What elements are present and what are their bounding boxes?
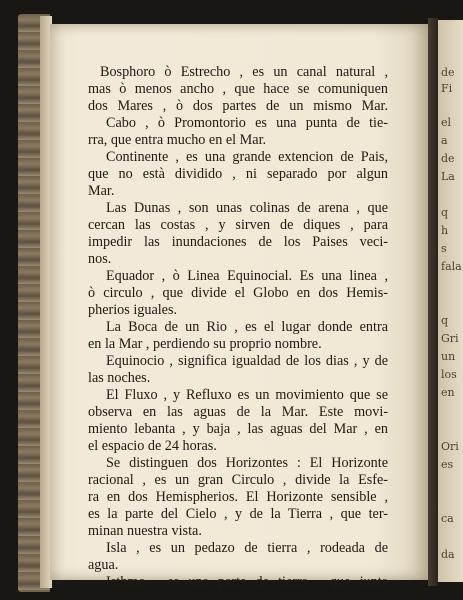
text-line: Continente , es una grande extencion de Pais, [106,149,388,165]
text-line: agua. [88,557,119,573]
facing-text: da [441,548,455,561]
text-line: Se distinguen dos Horizontes : El Horizonte [106,455,388,471]
facing-text: los [441,368,457,381]
book-gutter [428,18,438,586]
facing-text: Ori [441,440,459,453]
text-line: La Boca de un Rio , es el lugar donde entra [106,319,388,335]
facing-text: Gri [441,332,459,345]
text-line: cercan las costas , y sirven de diques , para [88,217,388,233]
text-line: Cabo , ò Promontorio es una punta de tie- [106,115,388,131]
text-line: mas ò menos ancho , que hace se comuniquen [88,81,388,97]
facing-text: fala [441,260,462,273]
text-line: en la Mar , perdiendo su proprio nombre. [88,336,322,352]
facing-text: un [441,350,456,363]
text-line: es la parte del Cielo , y de la Tierra , que ter- [88,506,388,522]
text-line: observa en las aguas de la Mar. Este movi- [88,404,388,420]
facing-text: h [441,224,449,237]
facing-text: La [441,170,455,183]
facing-text: Fi [441,82,453,95]
facing-text: el [441,116,452,129]
text-line: minan nuestra vista. [88,523,202,539]
text-line: nos. [88,251,112,267]
facing-text: de [441,152,455,165]
text-line: Equinocio , significa igualdad de los dias , y de [106,353,388,369]
text-line: que no està dividido , ni separado por algun [88,166,388,182]
text-line: Equador , ò Linea Equinocial. Es una linea , [106,268,388,284]
text-line: Bosphoro ò Estrecho , es un canal natural , [100,64,388,80]
text-line: racional , es un gran Circulo , divide la Esfe- [88,472,388,488]
text-line: ò circulo , que divide el Globo en dos Hemis- [88,285,388,301]
facing-text: q [441,206,449,219]
facing-text: s [441,242,447,255]
text-line: Isthmo , es una parte de tierra , que junta [106,574,388,590]
text-line: el espacio de 24 horas. [88,438,217,454]
facing-text: en [441,386,455,399]
facing-text: a [441,134,448,147]
text-line: Isla , es un pedazo de tierra , rodeada de [106,540,388,556]
text-line: impedir las inundaciones de los Paises veci- [88,234,388,250]
text-line: Las Dunas , son unas colinas de arena , que [106,200,388,216]
facing-text: de [441,66,455,79]
text-line: Mar. [88,183,115,199]
facing-text: q [441,314,449,327]
facing-text: ca [441,512,454,525]
facing-text: es [441,458,454,471]
text-line: miento lebanta , y baja , las aguas del Mar , en [88,421,388,437]
text-line: dos Mares , ò dos partes de un mismo Mar. [88,98,388,114]
facing-page [438,20,463,582]
text-line: ra en dos Hemispherios. El Horizonte sensible , [88,489,388,505]
text-line: pherios iguales. [88,302,178,318]
text-line: rra, que entra mucho en el Mar. [88,132,267,148]
text-line: El Fluxo , y Refluxo es un movimiento que se [106,387,388,403]
text-line: las noches. [88,370,151,386]
